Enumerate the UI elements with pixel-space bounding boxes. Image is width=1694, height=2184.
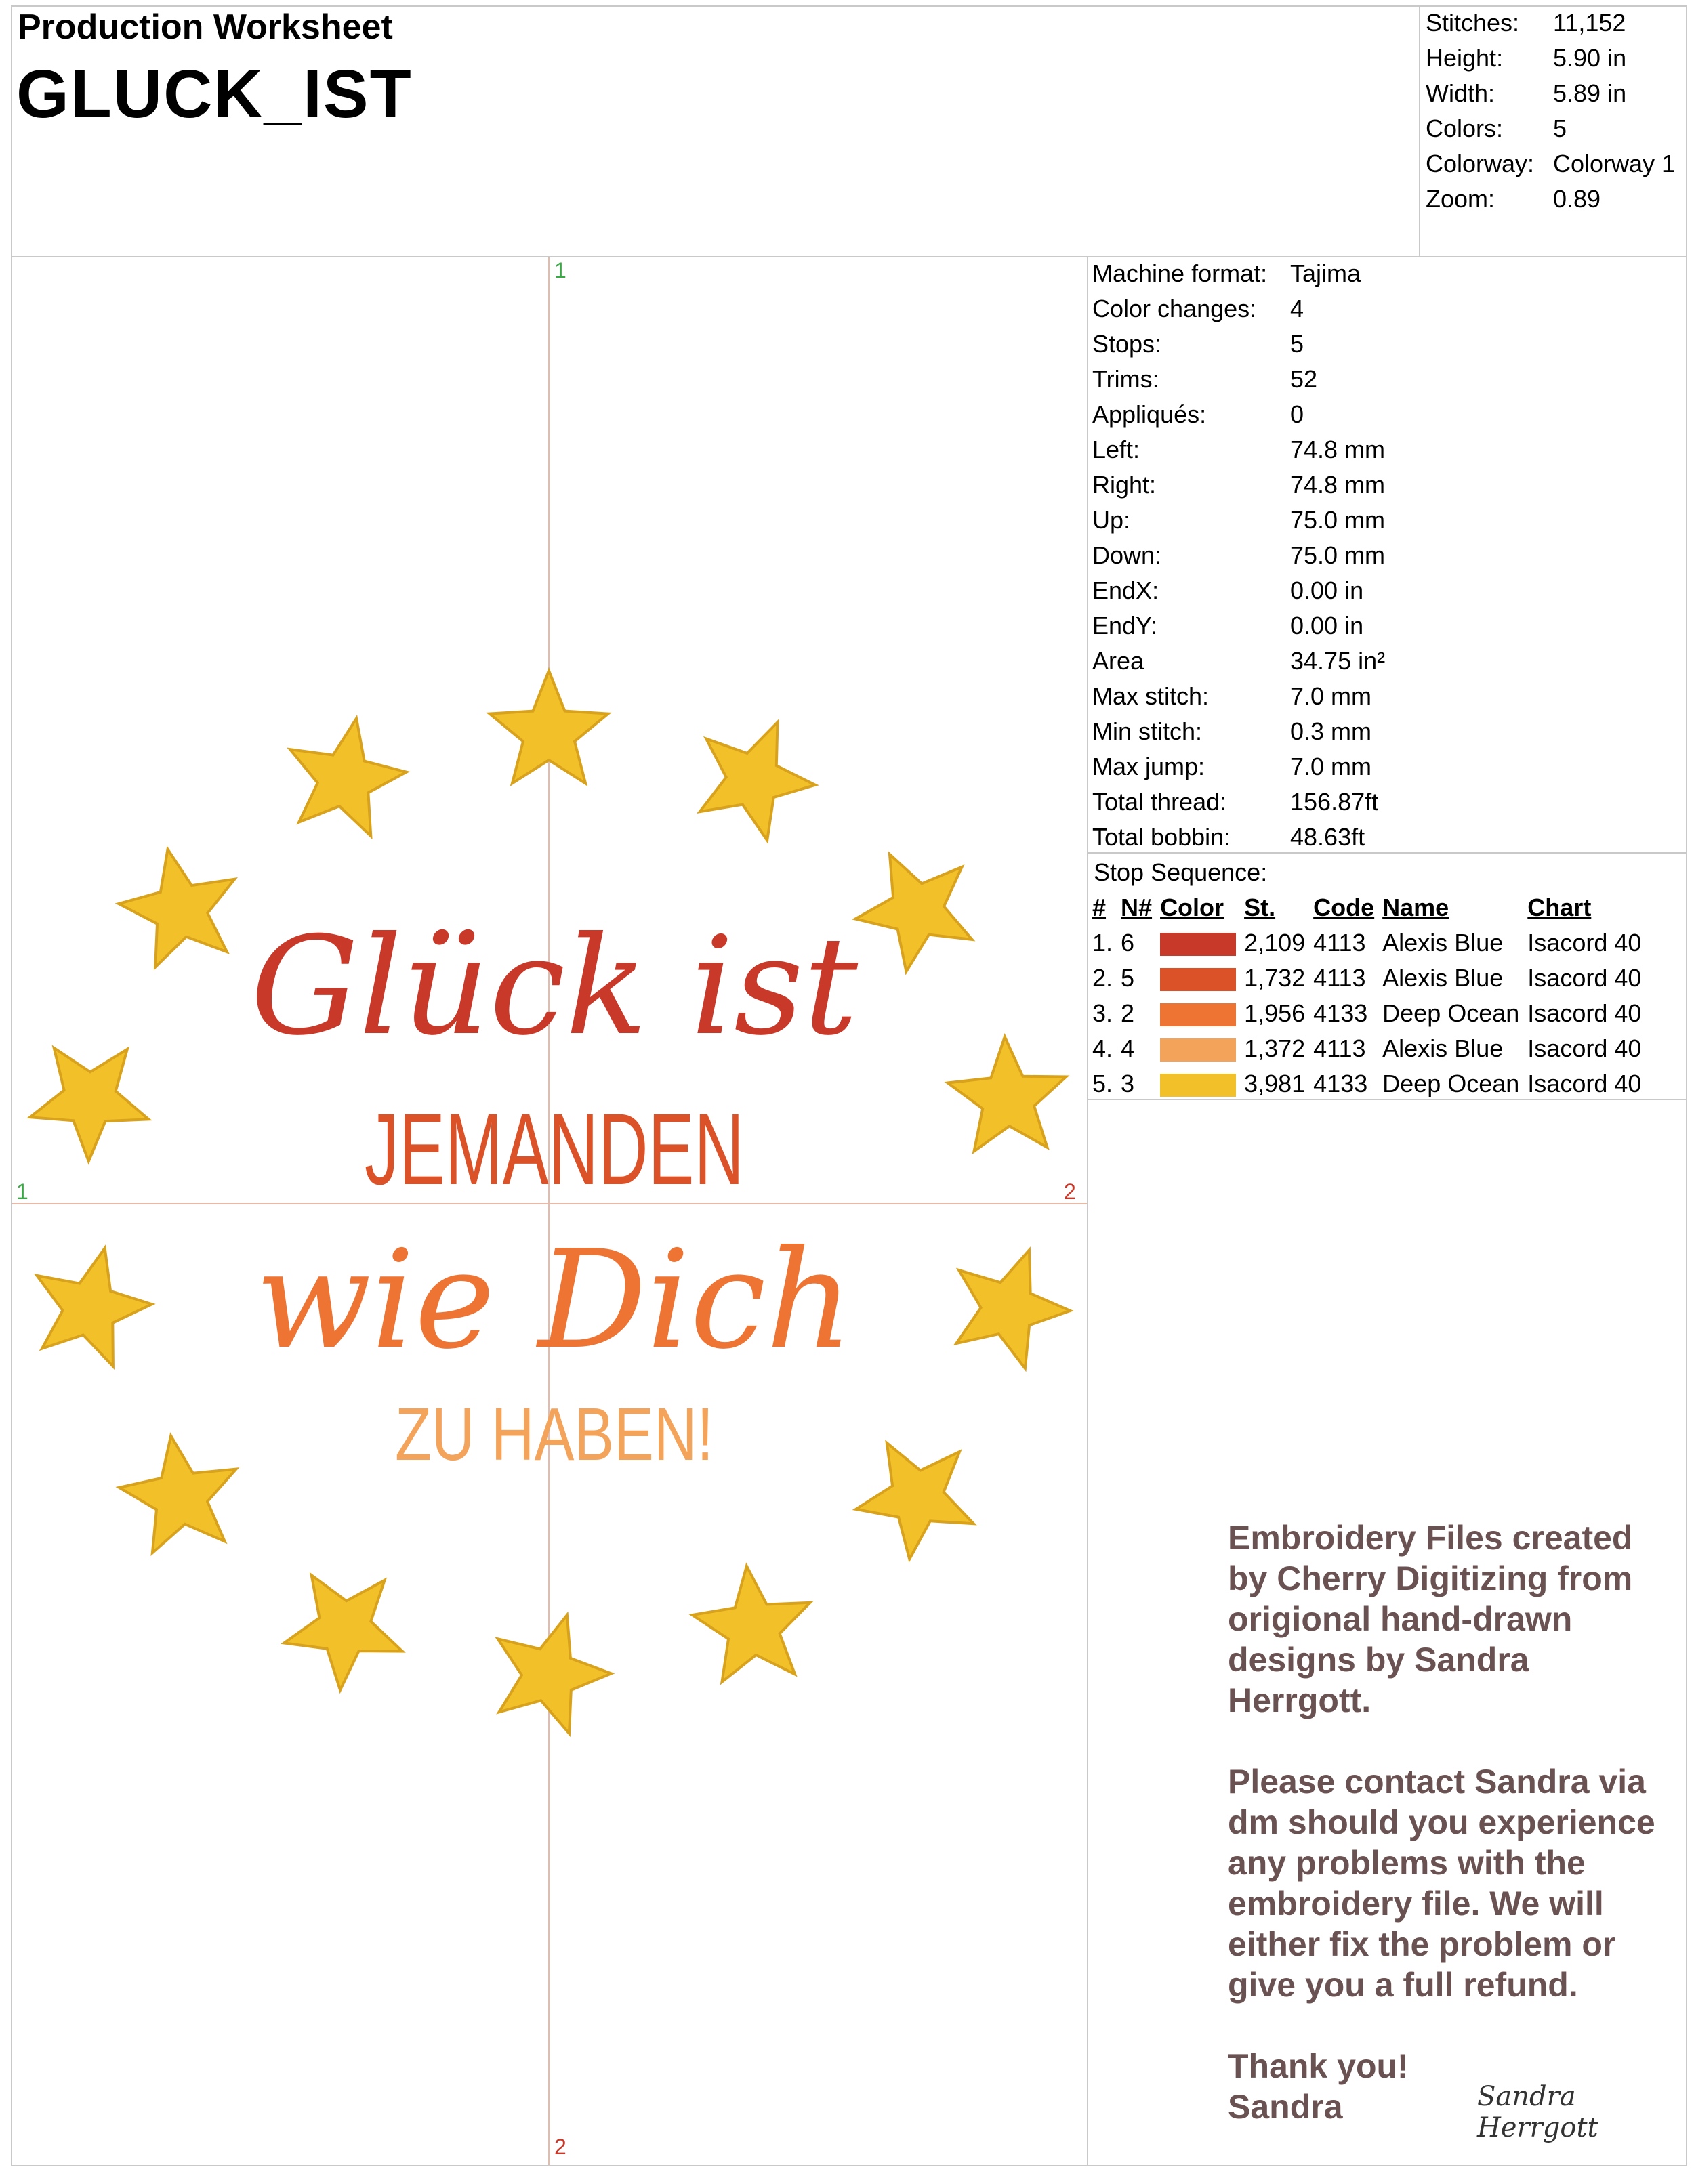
machine-row <box>1092 397 1385 432</box>
summary-value: 5 <box>1553 114 1567 142</box>
stop-n: 2 <box>1121 999 1135 1027</box>
color-swatch <box>1160 933 1236 956</box>
machine-value: 5 <box>1290 330 1304 358</box>
stop-st: 1,372 <box>1244 1034 1306 1062</box>
stop-name: Alexis Blue <box>1382 929 1504 957</box>
stop-chart: Isacord 40 <box>1527 929 1642 957</box>
stop-code: 4113 <box>1313 929 1366 957</box>
stop-sequence-heading: Stop Sequence: <box>1094 858 1268 886</box>
machine-key: Total thread: <box>1092 788 1227 816</box>
machine-value: 7.0 mm <box>1290 753 1372 780</box>
machine-value: 0.00 in <box>1290 576 1364 604</box>
star-icon <box>855 854 972 971</box>
machine-key: EndY: <box>1092 612 1158 639</box>
machine-row <box>1092 784 1385 820</box>
stop-column-header: St. <box>1244 894 1276 921</box>
summary-row <box>1426 182 1675 217</box>
machine-row <box>1092 362 1385 397</box>
summary-value: 5.89 in <box>1553 79 1627 107</box>
machine-row <box>1092 538 1385 573</box>
machine-row <box>1092 749 1385 784</box>
star-icon <box>948 1037 1067 1152</box>
star-icon <box>119 1436 236 1553</box>
stop-st: 2,109 <box>1244 929 1306 957</box>
star-icon <box>856 1443 974 1559</box>
color-swatch <box>1160 1003 1236 1026</box>
stop-n: 6 <box>1121 929 1135 957</box>
machine-row <box>1092 327 1385 362</box>
summary-row <box>1426 76 1675 111</box>
summary-row <box>1426 111 1675 146</box>
stop-n: 5 <box>1121 964 1135 992</box>
stop-code: 4133 <box>1313 999 1368 1027</box>
summary-key: Colorway: <box>1426 150 1535 177</box>
stop-row <box>1092 961 1649 996</box>
machine-row <box>1092 714 1385 749</box>
machine-key: Color changes: <box>1092 295 1257 322</box>
stop-chart: Isacord 40 <box>1527 1034 1642 1062</box>
stop-chart: Isacord 40 <box>1527 1070 1642 1097</box>
stop-column-header: Chart <box>1527 894 1592 921</box>
color-swatch <box>1160 968 1236 991</box>
summary-row <box>1426 41 1675 76</box>
stop-code: 4113 <box>1313 964 1366 992</box>
machine-value: 156.87ft <box>1290 788 1379 816</box>
stop-idx: 4. <box>1092 1034 1113 1062</box>
stop-sequence-table <box>1092 890 1649 1101</box>
star-icon <box>700 722 816 840</box>
summary-key: Height: <box>1426 44 1504 72</box>
designer-note <box>1228 1517 1675 2127</box>
machine-value: 34.75 in² <box>1290 647 1386 675</box>
machine-value: 75.0 mm <box>1290 541 1386 569</box>
summary-value: 5.90 in <box>1553 44 1627 72</box>
stop-color-swatch-cell <box>1160 1031 1244 1066</box>
stop-n: 4 <box>1121 1034 1135 1062</box>
summary-stats <box>1426 5 1675 217</box>
summary-key: Width: <box>1426 79 1495 107</box>
stop-row <box>1092 1031 1649 1066</box>
stop-st: 3,981 <box>1244 1070 1306 1097</box>
stop-color-swatch-cell <box>1160 961 1244 996</box>
stop-column-header: Code <box>1313 894 1375 921</box>
stop-column-header: # <box>1092 894 1107 921</box>
stop-name: Alexis Blue <box>1382 1034 1504 1062</box>
star-icon <box>956 1250 1070 1368</box>
machine-row <box>1092 820 1385 855</box>
stop-n: 3 <box>1121 1070 1135 1097</box>
stop-idx: 1. <box>1092 929 1113 957</box>
machine-row <box>1092 679 1385 714</box>
stop-color-swatch-cell <box>1160 925 1244 961</box>
machine-row <box>1092 291 1385 327</box>
star-icon <box>37 1248 152 1366</box>
summary-key: Stitches: <box>1426 9 1520 37</box>
star-icon <box>284 1575 402 1690</box>
machine-key: Min stitch: <box>1092 717 1203 745</box>
axis-label-top: 1 <box>554 258 566 282</box>
machine-row <box>1092 432 1385 467</box>
stop-column-header: N# <box>1121 894 1153 921</box>
stop-idx: 3. <box>1092 999 1113 1027</box>
machine-row <box>1092 256 1385 291</box>
machine-key: Stops: <box>1092 330 1162 358</box>
machine-value: 7.0 mm <box>1290 682 1372 710</box>
summary-value: 0.89 <box>1553 185 1601 213</box>
signature: Sandra Herrgott <box>1477 2081 1598 2143</box>
worksheet-label: Production Worksheet <box>18 7 393 47</box>
stop-name: Alexis Blue <box>1382 964 1504 992</box>
note-thanks: Thank you! <box>1228 2047 1409 2085</box>
stop-chart: Isacord 40 <box>1527 964 1642 992</box>
design-text-line-2: JEMANDEN <box>365 1092 744 1206</box>
machine-row <box>1092 503 1385 538</box>
machine-key: Down: <box>1092 541 1162 569</box>
design-text-line-1: Glück ist <box>250 908 859 1066</box>
machine-row <box>1092 644 1385 679</box>
stop-code: 4133 <box>1313 1070 1368 1097</box>
color-swatch <box>1160 1074 1236 1097</box>
summary-value: Colorway 1 <box>1553 150 1676 177</box>
star-icon <box>693 1566 810 1682</box>
machine-key: Machine format: <box>1092 259 1268 287</box>
stop-row <box>1092 996 1649 1031</box>
axis-label-bottom: 2 <box>554 2135 566 2159</box>
machine-row <box>1092 467 1385 503</box>
stop-name: Deep Ocean <box>1382 1070 1520 1097</box>
summary-value: 11,152 <box>1553 9 1626 37</box>
star-icon <box>498 1615 611 1734</box>
machine-key: Area <box>1092 647 1144 675</box>
design-text-line-3: wie Dich <box>255 1221 854 1379</box>
design-preview <box>12 257 1087 2165</box>
machine-value: 75.0 mm <box>1290 506 1386 534</box>
stop-color-swatch-cell <box>1160 996 1244 1031</box>
design-divider <box>1087 256 1088 2166</box>
machine-key: Right: <box>1092 471 1157 499</box>
star-icon <box>290 719 407 837</box>
machine-value: 48.63ft <box>1290 823 1365 851</box>
axis-label-left: 1 <box>16 1179 28 1204</box>
star-icon <box>119 849 234 967</box>
machine-value: 0.00 in <box>1290 612 1364 639</box>
machine-key: Left: <box>1092 436 1140 463</box>
stop-idx: 5. <box>1092 1070 1113 1097</box>
machine-value: Tajima <box>1290 259 1361 287</box>
stop-st: 1,732 <box>1244 964 1306 992</box>
machine-key: EndX: <box>1092 576 1159 604</box>
stop-idx: 2. <box>1092 964 1113 992</box>
stop-st: 1,956 <box>1244 999 1306 1027</box>
note-sign-off: Sandra <box>1228 2088 1343 2126</box>
stop-code: 4113 <box>1313 1034 1366 1062</box>
machine-row <box>1092 608 1385 644</box>
stop-name: Deep Ocean <box>1382 999 1520 1027</box>
machine-value: 52 <box>1290 365 1318 393</box>
color-swatch <box>1160 1038 1236 1062</box>
machine-key: Up: <box>1092 506 1131 534</box>
machine-value: 74.8 mm <box>1290 471 1386 499</box>
design-title: GLUCK_IST <box>16 56 413 132</box>
machine-value: 4 <box>1290 295 1304 322</box>
summary-row <box>1426 5 1675 41</box>
design-text-line-4: ZU HABEN! <box>395 1393 714 1476</box>
summary-key: Colors: <box>1426 114 1504 142</box>
machine-value: 0 <box>1290 400 1304 428</box>
note-paragraph-2: Please contact Sandra via dm should you experience any problems with the embroidery file. We will either fix the problem or give you a full refund. <box>1228 1763 1655 2004</box>
stop-row <box>1092 1066 1649 1101</box>
summary-row <box>1426 146 1675 182</box>
machine-key: Trims: <box>1092 365 1159 393</box>
machine-value: 0.3 mm <box>1290 717 1372 745</box>
stop-color-swatch-cell <box>1160 1066 1244 1101</box>
machine-key: Max stitch: <box>1092 682 1210 710</box>
machine-row <box>1092 573 1385 608</box>
machine-stats <box>1092 256 1385 855</box>
machine-key: Total bobbin: <box>1092 823 1231 851</box>
stop-column-header: Color <box>1160 894 1224 921</box>
machine-value: 74.8 mm <box>1290 436 1386 463</box>
machine-key: Appliqués: <box>1092 400 1207 428</box>
note-paragraph-1: Embroidery Files created by Cherry Digitizing from origional hand-drawn designs by Sandra Herrgott. <box>1228 1519 1633 1719</box>
stop-chart: Isacord 40 <box>1527 999 1642 1027</box>
stop-row <box>1092 925 1649 961</box>
summary-divider <box>1419 5 1420 257</box>
star-icon <box>30 1048 148 1161</box>
summary-key: Zoom: <box>1426 185 1495 213</box>
axis-label-right: 2 <box>1064 1179 1076 1204</box>
stop-column-header: Name <box>1382 894 1449 921</box>
machine-key: Max jump: <box>1092 753 1205 780</box>
